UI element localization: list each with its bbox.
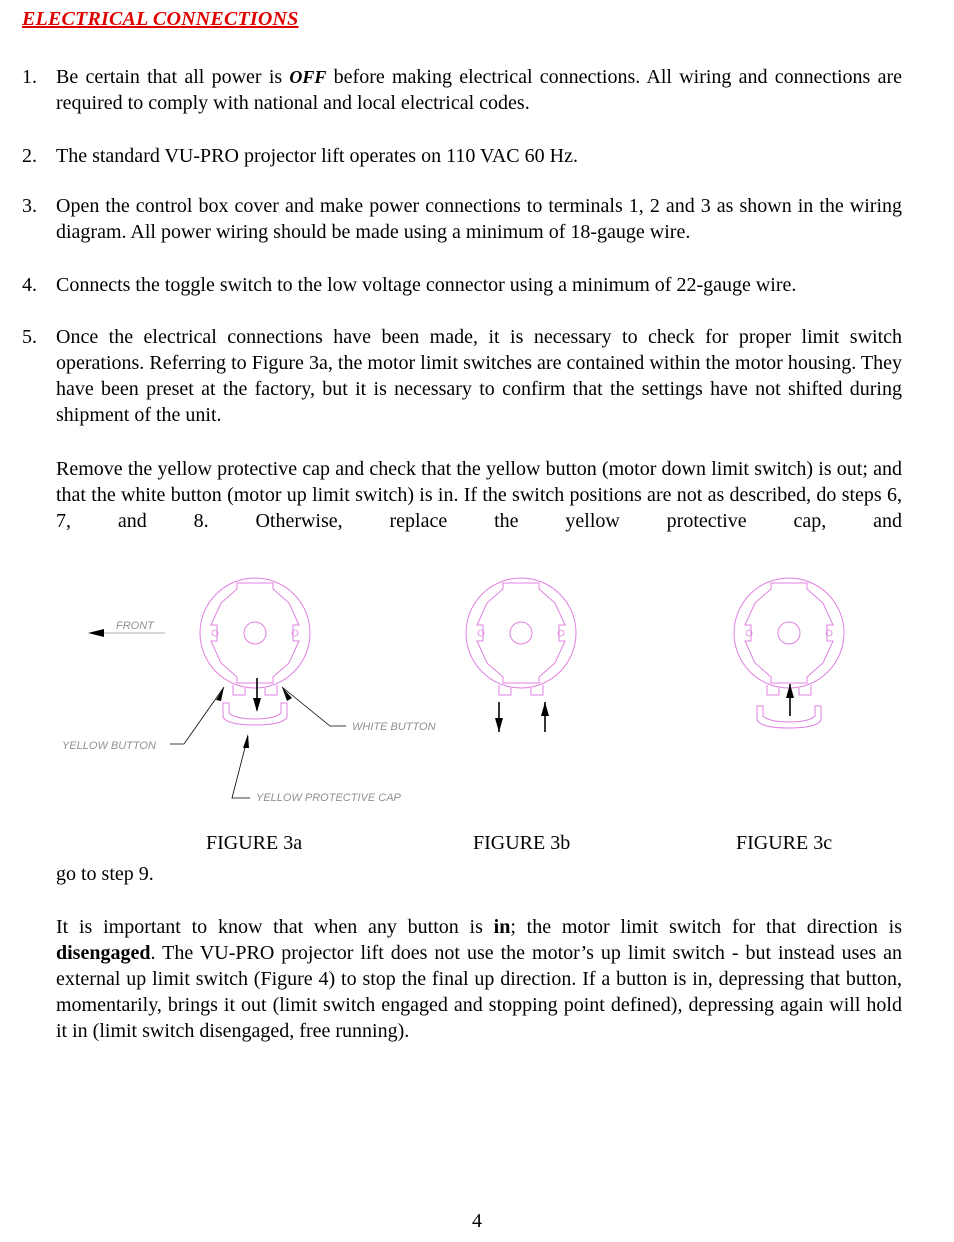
item-text: The standard VU-PRO projector lift operates on 110 VAC 60 Hz. [56,145,578,167]
page-number: 4 [472,1210,482,1232]
in-emphasis: in [493,916,511,938]
item-number: 5. [22,326,37,348]
item-text: Connects the toggle switch to the low voltage connector using a minimum of 22-gauge wire. [56,274,797,296]
continuation-text: go to step 9. [56,863,154,885]
yellow-cap-label: YELLOW PROTECTIVE CAP [256,792,401,804]
list-item-4 [22,272,902,298]
list-item-5 [22,324,902,428]
up-arrow-icon [786,684,794,698]
list-item-1 [22,64,902,116]
item-number: 2. [22,145,37,167]
limit-switch-figures [0,560,954,840]
front-label: FRONT [116,620,154,632]
caption-figure-3b: FIGURE 3b [473,832,571,854]
item-number: 3. [22,195,37,217]
list-item-2 [22,143,902,169]
section-heading: ELECTRICAL CONNECTIONS [22,8,299,30]
item-number: 4. [22,274,37,296]
remove-cap-paragraph: Remove the yellow protective cap and check that the yellow button (motor down limit switch) is out; and that the white button (motor up limit switch) is in. If the switch positions are not as described, do steps 6, 7, and 8. Otherwise, replace the yellow protective cap, and [56,458,902,532]
figure-3a-drawing [62,578,436,804]
caption-figure-3c: FIGURE 3c [736,832,833,854]
off-emphasis: OFF [289,67,327,87]
item-text: Be certain that all power is OFF before making electrical connections. All wiring and connections are required to comply with national and local electrical codes. [56,66,902,114]
down-arrow-icon [495,718,503,732]
white-button-label: WHITE BUTTON [352,721,436,733]
item-text: Once the electrical connections have been made, it is necessary to check for proper limit switch operations. Referring to Figure 3a, the motor limit switches are contained within the motor housing. They have been preset at the factory, but it is necessary to confirm that the settings have not shifted during shipment of the unit. [56,326,902,426]
item-number: 1. [22,66,37,88]
caption-figure-3a: FIGURE 3a [206,832,303,854]
down-arrow-icon [253,698,261,712]
front-arrow-icon [88,629,104,637]
figure-3b-drawing [466,578,576,732]
item-text: Open the control box cover and make power connections to terminals 1, 2 and 3 as shown in the wiring diagram. All power wiring should be made using a minimum of 18-gauge wire. [56,195,902,243]
disengaged-emphasis: disengaged [56,942,151,964]
important-paragraph: It is important to know that when any button is in; the motor limit switch for that direction is disengaged. The VU-PRO projector lift does not use the motor’s up limit switch - but instead uses an external up limit switch (Figure 4) to stop the final up direction. If a button is in, depressing that button, momentarily, brings it out (limit switch engaged and stopping point defined), depressing again will hold it in (limit switch disengaged, free running). [56,916,902,1042]
figures-area [0,560,954,840]
up-arrow-icon [541,702,549,716]
yellow-button-label: YELLOW BUTTON [62,740,156,752]
list-item-3 [22,193,902,245]
figure-3c-drawing [734,578,844,728]
